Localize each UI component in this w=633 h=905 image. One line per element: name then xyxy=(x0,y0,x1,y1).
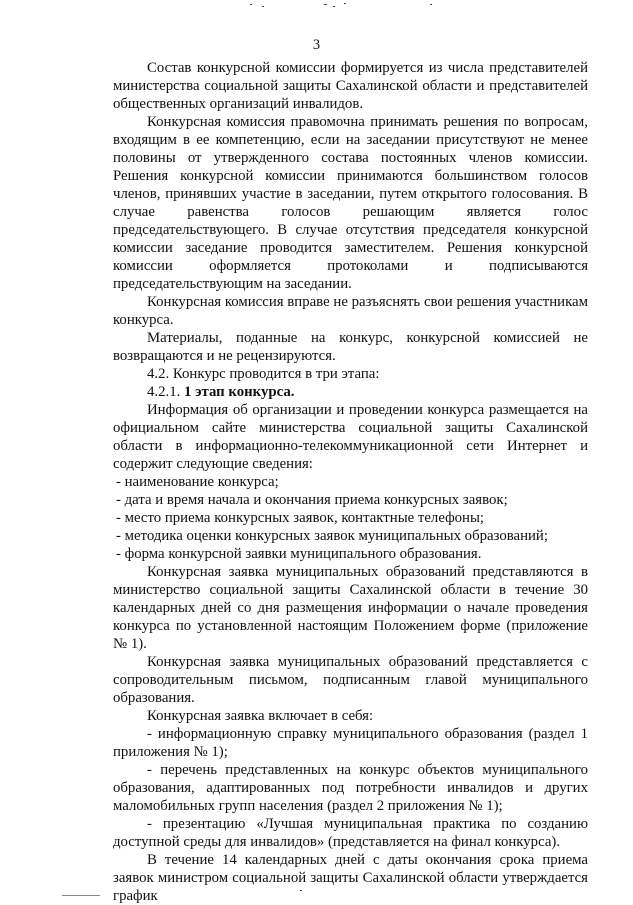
scan-artifact xyxy=(262,6,264,7)
paragraph-commission-composition: Состав конкурсной комиссии формируется из числа представителей министерства социальной защиты Сахалинской области и представителей общественных организаций инвалидов. xyxy=(113,60,588,112)
list-item: - информационную справку муниципального образования (раздел 1 приложения № 1); xyxy=(113,726,588,760)
scan-artifact xyxy=(430,4,432,5)
paragraph-materials: Материалы, поданные на конкурс, конкурсной комиссией не возвращаются и не рецензируются. xyxy=(113,330,588,364)
paragraph-schedule: В течение 14 календарных дней с даты окончания срока приема заявок министром социальной защиты Сахалинской области утверждается график xyxy=(113,852,588,904)
paragraph-application-includes: Конкурсная заявка включает в себя: xyxy=(147,708,374,724)
document-body xyxy=(113,59,588,905)
scan-artifact xyxy=(333,6,335,7)
page-number: 3 xyxy=(312,37,321,53)
scan-artifact xyxy=(324,4,327,5)
scan-artifact xyxy=(62,895,100,896)
paragraph-commission-quorum: Конкурсная комиссия правомочна принимать решения по вопросам, входящим в ее компетенцию, если на заседании присутствуют не менее половины от утвержденного состава постоянных членов комиссии. Решения конкурсной комиссии принимаются большинством голосов членов, принявших участие в заседании, путем открытого голосования. В случае равенства голосов решающим является голос председательствующего. В случае отсутствия председателя конкурсной комиссии заседание проводится заместителем. Решения конкурсной комиссии оформляется протоколами и подписываются председательствующим на заседании. xyxy=(113,114,588,292)
stage-heading-title: 1 этап конкурса. xyxy=(184,384,295,400)
list-item: - презентацию «Лучшая муниципальная практика по созданию доступной среды для инвалидов» (представляется на финал конкурса). xyxy=(113,816,588,850)
list-item: - дата и время начала и окончания приема конкурсных заявок; xyxy=(116,492,508,508)
paragraph-commission-rights: Конкурсная комиссия вправе не разъяснять свои решения участникам конкурса. xyxy=(113,294,588,328)
list-item: - методика оценки конкурсных заявок муниципальных образований; xyxy=(116,528,548,544)
stage-heading xyxy=(113,383,588,401)
paragraph-stages: 4.2. Конкурс проводится в три этапа: xyxy=(147,366,380,382)
scan-artifact xyxy=(250,4,252,5)
list-item: - форма конкурсной заявки муниципального образования. xyxy=(116,546,482,562)
list-item: - место приема конкурсных заявок, контактные телефоны; xyxy=(116,510,485,526)
paragraph-application-letter: Конкурсная заявка муниципальных образований представляется с сопроводительным письмом, подписанным главой муниципального образования. xyxy=(113,654,588,706)
paragraph-info-published: Информация об организации и проведении конкурса размещается на официальном сайте министерства социальной защиты Сахалинской области в информационно-телекоммуникационной сети Интернет и содержит следующие сведения: xyxy=(113,402,588,472)
scan-artifact xyxy=(344,3,346,4)
stage-heading-number: 4.2.1. xyxy=(147,384,181,400)
paragraph-application-deadline: Конкурсная заявка муниципальных образований представляются в министерство социальной защиты Сахалинской области в течение 30 календарных дней со дня размещения информации о начале проведения конкурса по установленной настоящим Положением форме (приложение № 1). xyxy=(113,564,588,652)
list-item: - наименование конкурса; xyxy=(116,474,279,490)
list-item: - перечень представленных на конкурс объектов муниципального образования, адаптированных под потребности инвалидов и других маломобильных групп населения (раздел 2 приложения № 1); xyxy=(113,762,588,814)
